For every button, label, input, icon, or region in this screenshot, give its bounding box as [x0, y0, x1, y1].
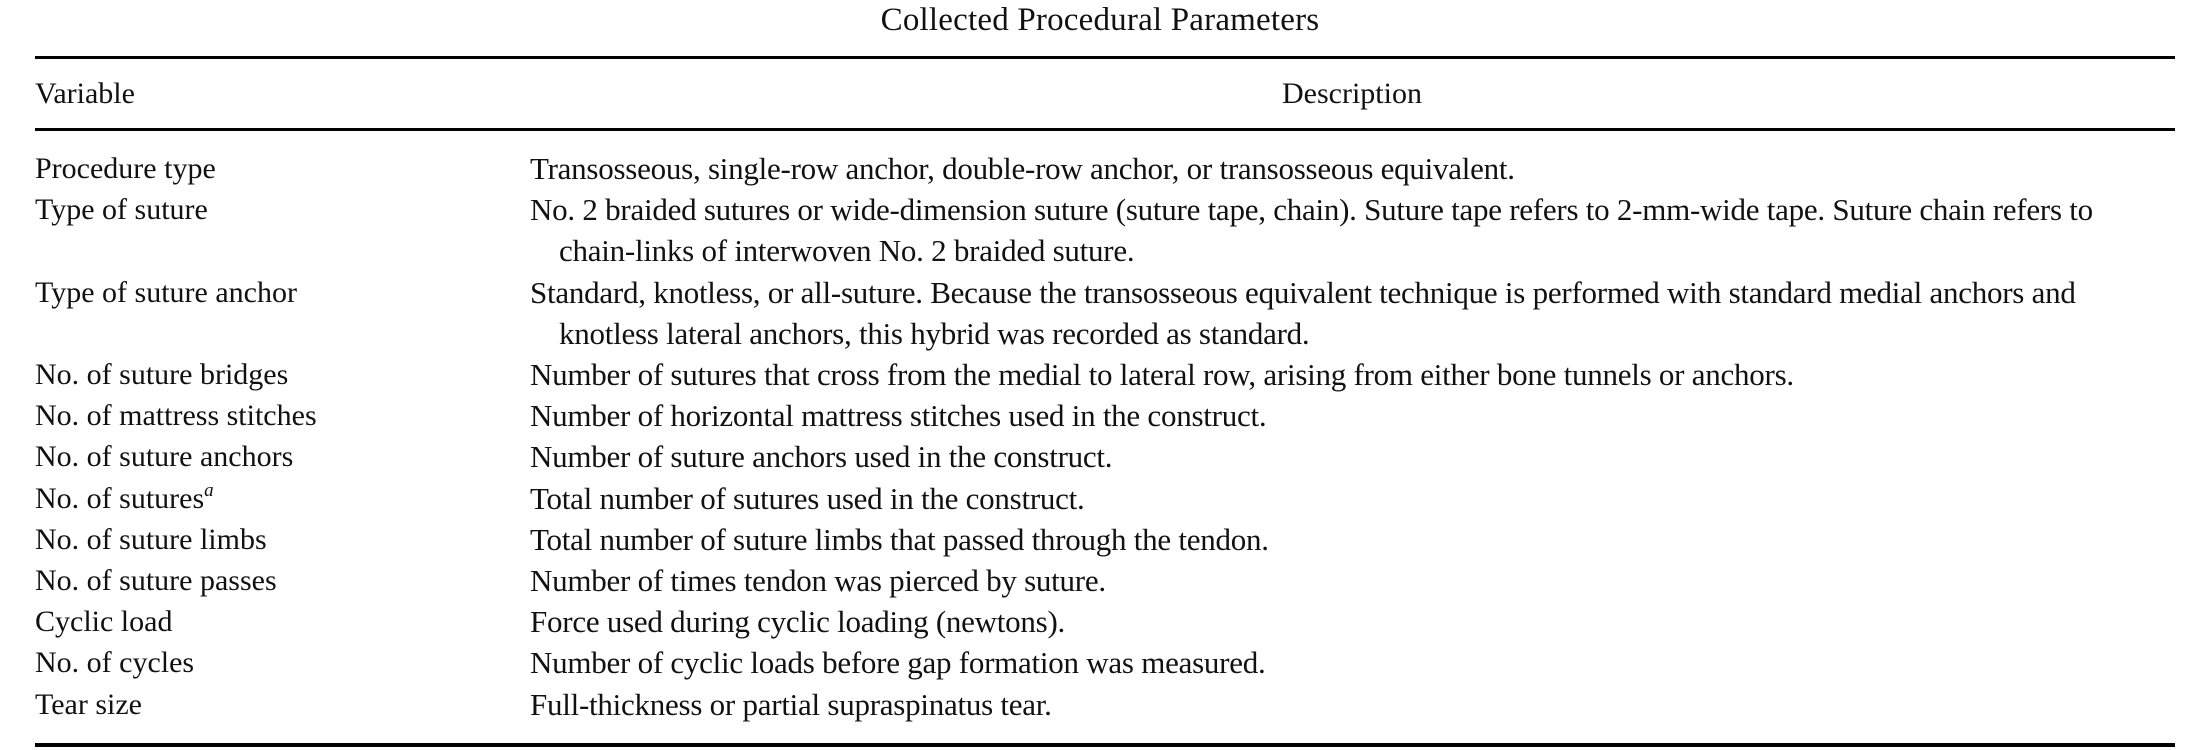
- table-row: [35, 189, 2175, 271]
- table-top-rule: [35, 56, 2175, 59]
- table-row: [35, 519, 2175, 560]
- description-cell: Full-thickness or partial supraspinatus tear.: [530, 686, 1052, 722]
- table-body: [35, 148, 2175, 725]
- variable-cell: Cyclic load: [35, 605, 173, 639]
- description-cell: Total number of suture limbs that passed through the tendon.: [530, 521, 1269, 557]
- variable-cell: No. of sutures$^a$: [35, 479, 214, 515]
- variable-cell: Type of suture anchor: [35, 275, 297, 309]
- table-row: [35, 560, 2175, 601]
- description-cell: Total number of sutures used in the construct.: [530, 480, 1085, 516]
- variable-cell: No. of suture limbs: [35, 522, 267, 556]
- variable-cell: No. of suture anchors: [35, 440, 294, 474]
- table-row: [35, 478, 2175, 519]
- table-header-rule: [35, 128, 2175, 131]
- description-cell: Number of horizontal mattress stitches used in the construct.: [530, 398, 1267, 434]
- variable-cell: No. of mattress stitches: [35, 399, 317, 433]
- description-cell: Transosseous, single-row anchor, double-row anchor, or transosseous equivalent.: [530, 151, 1515, 186]
- table-row: [35, 436, 2175, 477]
- description-cell: Number of suture anchors used in the construct.: [530, 439, 1113, 475]
- description-cell: Number of times tendon was pierced by suture.: [530, 563, 1106, 599]
- variable-cell: Type of suture: [35, 193, 208, 227]
- table-title: Collected Procedural Parameters: [880, 2, 1320, 38]
- table-row: [35, 684, 2175, 725]
- table-row: [35, 354, 2175, 395]
- description-cell: Standard, knotless, or all-suture. Because the transosseous equivalent technique is performed with standard medial anchors and knotless lateral anchors, this hybrid was recorded as standard.: [530, 274, 2076, 351]
- table-row: [35, 395, 2175, 436]
- footnote-marker: a: [204, 479, 214, 501]
- table-row: [35, 272, 2175, 354]
- variable-cell: No. of suture passes: [35, 564, 277, 598]
- variable-cell: No. of cycles: [35, 646, 195, 680]
- description-cell: Number of cyclic loads before gap formation was measured.: [530, 645, 1266, 681]
- description-cell: Force used during cyclic loading (newtons).: [530, 604, 1066, 640]
- description-cell: Number of sutures that cross from the medial to lateral row, arising from either bone tunnels or anchors.: [530, 357, 1794, 393]
- column-header-description: Description: [1282, 77, 1422, 110]
- variable-cell: Tear size: [35, 687, 142, 721]
- table-bottom-rule: [35, 743, 2175, 747]
- table-row: [35, 148, 2175, 189]
- variable-cell: Procedure type: [35, 152, 216, 185]
- table-row: [35, 642, 2175, 683]
- description-cell: No. 2 braided sutures or wide-dimension suture (suture tape, chain). Suture tape refers to 2-mm-wide tape. Suture chain refers to chain-links of interwoven No. 2 braided suture.: [530, 192, 2093, 269]
- variable-cell: No. of suture bridges: [35, 358, 289, 392]
- column-header-variable: Variable: [35, 77, 135, 110]
- table-row: [35, 601, 2175, 642]
